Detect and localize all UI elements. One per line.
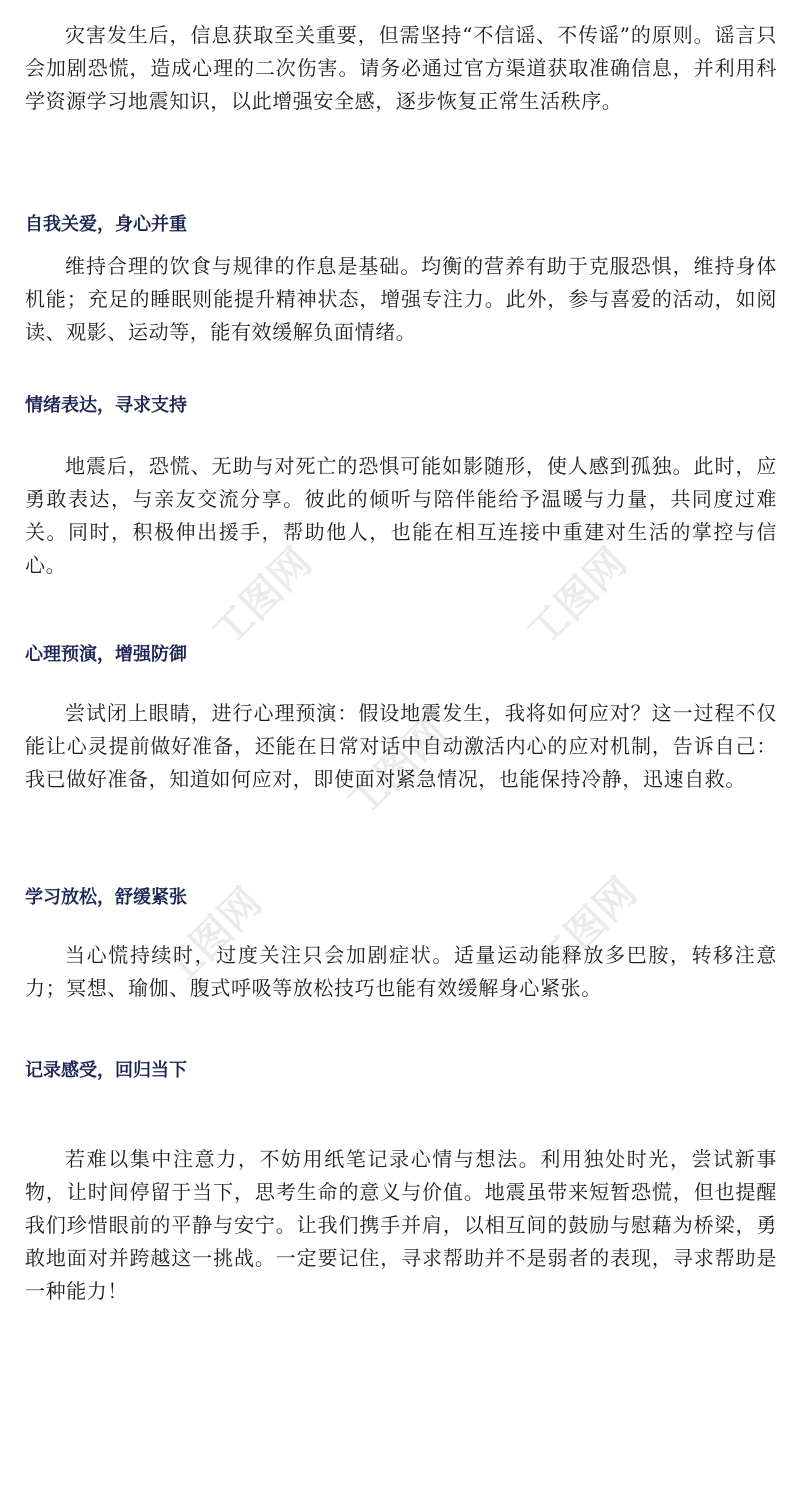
paragraph-rehearsal: 尝试闭上眼睛，进行心理预演：假设地震发生，我将如何应对？这一过程不仅能让心灵提前做好准备，还能在日常对话中自动激活内心的应对机制，告诉自己：我已做好准备，知道如何应对，即使面对紧急情况，也能保持冷静，迅速自救。 — [25, 701, 777, 791]
svg-text:工图网: 工图网 — [203, 539, 321, 640]
paragraph-journaling: 若难以集中注意力，不妨用纸笔记录心情与想法。利用独处时光，尝试新事物，让时间停留于当下，思考生命的意义与价值。地震虽带来短暂恐慌，但也提醒我们珍惜眼前的平静与安宁。让我们携手并肩，以相互间的鼓励与慰藉为桥梁，勇敢地面对并跨越这一挑战。一定要记住，寻求帮助并不是弱者的表现，寻求帮助是一种能力！ — [25, 1147, 777, 1303]
paragraph-rumors: 灾害发生后，信息获取至关重要，但需坚持“不信谣、不传谣”的原则。谣言只会加剧恐慌，造成心理的二次伤害。请务必通过官方渠道获取准确信息，并利用科学资源学习地震知识，以此增强安全感，逐步恢复正常生活秩序。 — [25, 23, 777, 113]
heading-expression: 情绪表达，寻求支持 — [25, 395, 187, 416]
svg-text:工图网: 工图网 — [338, 709, 456, 810]
svg-text:工图网: 工图网 — [528, 869, 646, 970]
heading-rehearsal: 心理预演，增强防御 — [25, 644, 187, 665]
paragraph-expression: 地震后，恐慌、无助与对死亡的恐惧可能如影随形，使人感到孤独。此时，应勇敢表达，与亲友交流分享。彼此的倾听与陪伴能给予温暖与力量，共同度过难关。同时，积极伸出援手，帮助他人，也能在相互连接中重建对生活的掌控与信心。 — [25, 454, 777, 577]
heading-journaling: 记录感受，回归当下 — [25, 1060, 187, 1081]
svg-text:工图网: 工图网 — [153, 879, 271, 980]
heading-relaxation: 学习放松，舒缓紧张 — [25, 887, 187, 908]
svg-text:工图网: 工图网 — [518, 539, 636, 640]
paragraph-relaxation: 当心慌持续时，过度关注只会加剧症状。适量运动能释放多巴胺，转移注意力；冥想、瑜伽、腹式呼吸等放松技巧也能有效缓解身心紧张。 — [25, 943, 777, 1000]
heading-self-care: 自我关爱，身心并重 — [25, 214, 187, 235]
paragraph-self-care: 维持合理的饮食与规律的作息是基础。均衡的营养有助于克服恐惧，维持身体机能；充足的睡眠则能提升精神状态，增强专注力。此外，参与喜爱的活动，如阅读、观影、运动等，能有效缓解负面情绪。 — [25, 254, 777, 344]
